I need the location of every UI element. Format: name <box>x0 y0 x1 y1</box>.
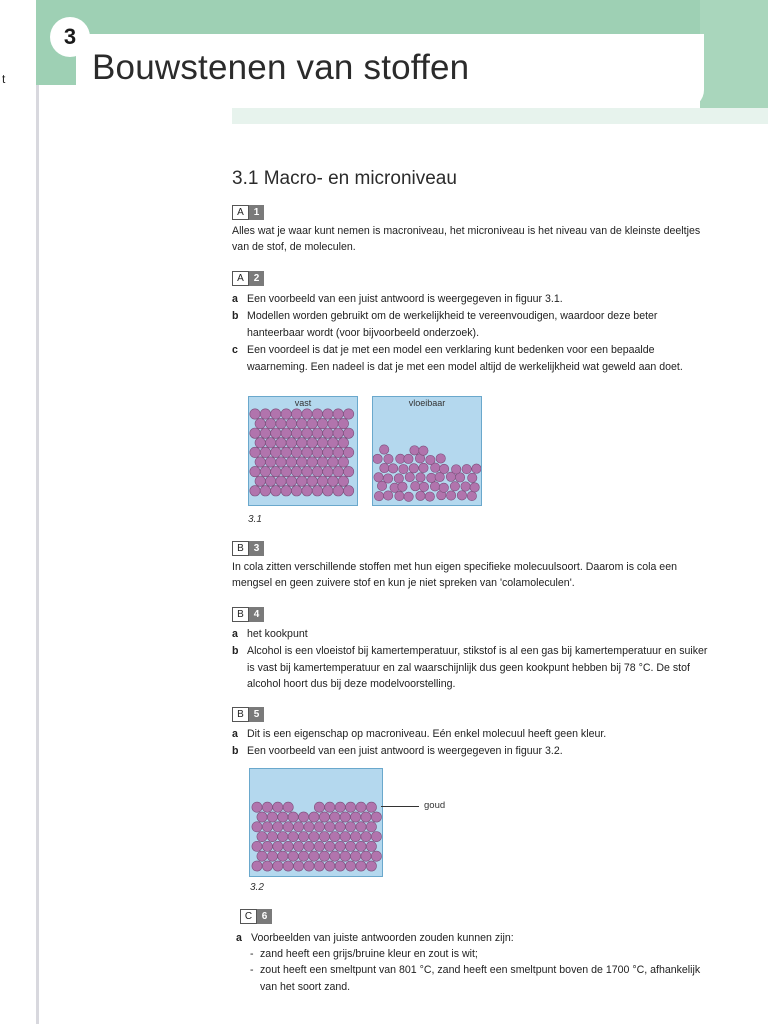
molecule <box>374 491 383 500</box>
molecule <box>309 851 319 861</box>
molecule <box>351 832 361 842</box>
molecule <box>356 841 366 851</box>
molecule <box>319 812 329 822</box>
molecule <box>307 457 317 467</box>
molecule <box>278 832 288 842</box>
molecule <box>291 428 301 438</box>
molecule <box>356 861 366 871</box>
molecule <box>273 861 283 871</box>
molecule <box>366 861 376 871</box>
molecule <box>346 841 356 851</box>
molecule <box>294 861 304 871</box>
molecule <box>262 841 272 851</box>
molecule <box>260 409 270 419</box>
answer-item <box>232 643 710 693</box>
molecule <box>399 464 408 473</box>
molecule <box>330 812 340 822</box>
molecule <box>288 832 298 842</box>
item-text: zout heeft een smeltpunt van 801 °C, zand heeft een smeltpunt boven de 1700 °C, afhankelijk van het soort zand. <box>260 964 701 993</box>
molecule <box>250 447 260 457</box>
molecule <box>325 861 335 871</box>
molecule <box>333 428 343 438</box>
gold-molecules <box>250 769 382 876</box>
molecule <box>416 491 425 500</box>
answer-item <box>232 626 710 643</box>
molecule <box>330 832 340 842</box>
header-light-strip <box>232 108 768 124</box>
molecule <box>281 428 291 438</box>
molecule <box>325 822 335 832</box>
molecule <box>250 428 260 438</box>
molecule <box>338 418 348 428</box>
molecule <box>312 428 322 438</box>
molecule <box>273 822 283 832</box>
molecule <box>283 822 293 832</box>
exercise-tag <box>232 607 264 622</box>
answer-item <box>232 342 710 375</box>
molecule <box>371 851 381 861</box>
previous-page-strip <box>0 0 36 1024</box>
molecule <box>426 455 435 464</box>
molecule <box>312 466 322 476</box>
molecule <box>262 802 272 812</box>
molecule <box>346 802 356 812</box>
molecule <box>356 802 366 812</box>
molecule <box>338 457 348 467</box>
molecule <box>343 447 353 457</box>
molecule <box>255 438 265 448</box>
exercise-level: B <box>232 541 249 556</box>
exercise-tag <box>232 541 264 556</box>
answer-item <box>236 930 714 947</box>
molecule <box>446 491 455 500</box>
molecule <box>286 438 296 448</box>
liquid-label: vloeibaar <box>408 398 446 408</box>
exercise-level: B <box>232 607 249 622</box>
molecule <box>314 802 324 812</box>
molecule <box>398 482 407 491</box>
molecule <box>312 486 322 496</box>
molecule <box>260 447 270 457</box>
callout-label: goud <box>424 800 446 811</box>
solid-label: vast <box>294 398 312 408</box>
molecule <box>436 454 445 463</box>
molecule <box>271 447 281 457</box>
molecule <box>283 841 293 851</box>
molecule <box>328 438 338 448</box>
item-text: Modellen worden gebruikt om de werkelijkheid te vereenvoudigen, waardoor deze beter hanteerbaar wordt (voor bijvoorbeeld onderzoek). <box>247 310 658 339</box>
molecule <box>328 457 338 467</box>
molecule <box>291 447 301 457</box>
molecule <box>450 482 459 491</box>
molecule <box>394 474 403 483</box>
molecule <box>409 464 418 473</box>
molecule <box>297 418 307 428</box>
exercise-tag <box>232 205 264 220</box>
item-text: zand heeft een grijs/bruine kleur en zout is wit; <box>260 948 478 960</box>
molecule <box>267 851 277 861</box>
molecule <box>309 832 319 842</box>
molecule <box>323 447 333 457</box>
molecule <box>302 447 312 457</box>
molecule <box>371 812 381 822</box>
molecule <box>383 491 392 500</box>
molecule <box>286 418 296 428</box>
figure-liquid-panel <box>372 396 482 506</box>
item-text: Een voordeel is dat je met een model een verklaring kunt bedenken voor een bepaalde waarneming. Een nadeel is dat je met een model altijd de werkelijkheid wat geweld aan doet. <box>247 344 683 373</box>
molecule <box>304 841 314 851</box>
exercise-number: 6 <box>257 909 272 924</box>
molecule <box>314 841 324 851</box>
solid-molecules <box>249 397 357 505</box>
molecule <box>294 841 304 851</box>
molecule <box>419 446 428 455</box>
molecule <box>291 466 301 476</box>
molecule <box>319 832 329 842</box>
molecule <box>252 861 262 871</box>
molecule <box>276 476 286 486</box>
molecule <box>374 473 383 482</box>
molecule <box>462 464 471 473</box>
molecule <box>461 482 470 491</box>
molecule <box>299 832 309 842</box>
molecule <box>257 851 267 861</box>
figure-caption: 3.2 <box>250 882 264 893</box>
molecule <box>283 802 293 812</box>
item-label: a <box>236 932 242 944</box>
molecule <box>340 812 350 822</box>
molecule <box>361 851 371 861</box>
molecule <box>317 438 327 448</box>
molecule <box>255 418 265 428</box>
molecule <box>267 812 277 822</box>
molecule <box>276 418 286 428</box>
molecule <box>404 454 413 463</box>
answer-item <box>232 743 710 760</box>
item-text: Een voorbeeld van een juist antwoord is weergegeven in figuur 3.2. <box>247 745 563 757</box>
item-label: b <box>232 745 239 757</box>
molecule <box>472 464 481 473</box>
molecule <box>361 832 371 842</box>
page <box>36 0 768 1024</box>
molecule <box>340 851 350 861</box>
exercise-number: 5 <box>249 707 264 722</box>
molecule <box>302 409 312 419</box>
molecule <box>356 822 366 832</box>
molecule <box>265 457 275 467</box>
molecule <box>323 409 333 419</box>
molecule <box>340 832 350 842</box>
answer-text: Alles wat je waar kunt nemen is macroniveau, het microniveau is het niveau van de kleinste deeltjes van de stof, de moleculen. <box>232 225 701 253</box>
molecule <box>425 492 434 501</box>
molecule <box>427 473 436 482</box>
molecule <box>257 832 267 842</box>
answer-text: In cola zitten verschillende stoffen met hun eigen specifieke molecuulsoort. Daarom is cola een mengsel en geen zuivere stof en kun je niet spreken van 'colamoleculen'. <box>232 561 677 589</box>
molecule <box>419 482 428 491</box>
molecule <box>457 491 466 500</box>
exercise-number: 4 <box>249 607 264 622</box>
exercise-tag <box>232 707 264 722</box>
molecule <box>307 418 317 428</box>
molecule <box>416 473 425 482</box>
molecule <box>273 802 283 812</box>
molecule <box>307 476 317 486</box>
item-label: c <box>232 344 238 356</box>
molecule <box>312 447 322 457</box>
answer-item <box>232 291 710 308</box>
liquid-molecules <box>373 397 481 505</box>
molecule <box>335 861 345 871</box>
molecule <box>335 822 345 832</box>
molecule <box>333 409 343 419</box>
molecule <box>395 491 404 500</box>
molecule <box>297 438 307 448</box>
item-label: b <box>232 310 239 322</box>
molecule <box>304 861 314 871</box>
molecule <box>373 454 382 463</box>
answer-item <box>232 726 710 743</box>
exercise-tag <box>232 271 264 286</box>
molecule <box>250 486 260 496</box>
molecule <box>380 463 389 472</box>
molecule <box>267 832 277 842</box>
molecule <box>383 474 392 483</box>
molecule <box>281 486 291 496</box>
margin-mark: t <box>2 72 6 86</box>
molecule <box>252 802 262 812</box>
molecule <box>304 822 314 832</box>
molecule <box>323 486 333 496</box>
molecule <box>333 447 343 457</box>
molecule <box>384 454 393 463</box>
molecule <box>271 428 281 438</box>
molecule <box>439 483 448 492</box>
item-label: - <box>250 948 254 960</box>
molecule <box>335 841 345 851</box>
molecule <box>388 464 397 473</box>
molecule <box>262 822 272 832</box>
molecule <box>325 802 335 812</box>
molecule <box>361 812 371 822</box>
item-label: - <box>250 964 254 976</box>
molecule <box>283 861 293 871</box>
molecule <box>250 409 260 419</box>
exercise-number: 3 <box>249 541 264 556</box>
molecule <box>343 428 353 438</box>
molecule <box>252 822 262 832</box>
molecule <box>317 476 327 486</box>
molecule <box>468 473 477 482</box>
molecule <box>351 851 361 861</box>
molecule <box>281 409 291 419</box>
molecule <box>307 438 317 448</box>
exercise-level: B <box>232 707 249 722</box>
molecule <box>286 457 296 467</box>
molecule <box>302 428 312 438</box>
molecule <box>379 445 388 454</box>
molecule <box>255 476 265 486</box>
header-band-accent <box>700 0 768 110</box>
item-label: a <box>232 728 238 740</box>
molecule <box>260 466 270 476</box>
molecule <box>323 466 333 476</box>
section-title: 3.1 Macro- en microniveau <box>232 168 457 189</box>
molecule <box>260 486 270 496</box>
molecule <box>366 802 376 812</box>
item-text: Alcohol is een vloeistof bij kamertemperatuur, stikstof is al een gas bij kamertemperatuur en suiker is vast bij kamertemperatuur en zal waarschijnlijk dus geen kookpunt hebben bij 78 °C. De stof alcohol hoort dus bij deze modelvoorstelling. <box>247 645 708 690</box>
molecule <box>411 481 420 490</box>
answer-item <box>236 946 714 963</box>
item-text: Dit is een eigenschap op macroniveau. Eén enkel molecuul heeft geen kleur. <box>247 728 607 740</box>
molecule <box>346 861 356 871</box>
molecule <box>257 812 267 822</box>
molecule <box>278 851 288 861</box>
exercise-tag <box>240 909 272 924</box>
molecule <box>294 822 304 832</box>
molecule <box>328 476 338 486</box>
molecule <box>405 472 414 481</box>
molecule <box>302 466 312 476</box>
exercise-level: A <box>232 205 249 220</box>
molecule <box>271 409 281 419</box>
molecule <box>250 466 260 476</box>
molecule <box>286 476 296 486</box>
item-text: het kookpunt <box>247 628 308 640</box>
molecule <box>319 851 329 861</box>
molecule <box>366 822 376 832</box>
molecule <box>265 476 275 486</box>
molecule <box>271 486 281 496</box>
molecule <box>255 457 265 467</box>
molecule <box>343 486 353 496</box>
molecule <box>451 465 460 474</box>
molecule <box>297 457 307 467</box>
molecule <box>265 438 275 448</box>
molecule <box>281 466 291 476</box>
molecule <box>281 447 291 457</box>
molecule <box>297 476 307 486</box>
molecule <box>262 861 272 871</box>
molecule <box>470 483 479 492</box>
molecule <box>404 492 413 501</box>
molecule <box>260 428 270 438</box>
figure-caption: 3.1 <box>248 514 262 525</box>
molecule <box>314 822 324 832</box>
answer-item <box>236 962 714 995</box>
molecule <box>343 466 353 476</box>
item-text: Een voorbeeld van een juist antwoord is weergegeven in figuur 3.1. <box>247 293 563 305</box>
figure-solid-panel <box>248 396 358 506</box>
molecule <box>302 486 312 496</box>
molecule <box>335 802 345 812</box>
molecule <box>276 438 286 448</box>
molecule <box>467 491 476 500</box>
item-label: a <box>232 628 238 640</box>
molecule <box>333 466 343 476</box>
molecule <box>346 822 356 832</box>
molecule <box>430 482 439 491</box>
exercise-number: 2 <box>249 271 264 286</box>
molecule <box>288 851 298 861</box>
chapter-title: Bouwstenen van stoffen <box>92 48 470 87</box>
molecule <box>338 438 348 448</box>
molecule <box>419 463 428 472</box>
exercise-level: C <box>240 909 257 924</box>
molecule <box>317 457 327 467</box>
molecule <box>271 466 281 476</box>
item-label: a <box>232 293 238 305</box>
molecule <box>265 418 275 428</box>
molecule <box>366 841 376 851</box>
molecule <box>439 464 448 473</box>
exercise-number: 1 <box>249 205 264 220</box>
molecule <box>252 841 262 851</box>
molecule <box>333 486 343 496</box>
exercise-level: A <box>232 271 249 286</box>
molecule <box>291 409 301 419</box>
molecule <box>276 457 286 467</box>
callout-line <box>381 806 419 807</box>
item-text: Voorbeelden van juiste antwoorden zouden kunnen zijn: <box>251 932 514 944</box>
molecule <box>312 409 322 419</box>
molecule <box>410 446 419 455</box>
molecule <box>371 832 381 842</box>
answer-item <box>232 308 710 341</box>
molecule <box>273 841 283 851</box>
chapter-number-badge: 3 <box>50 17 90 57</box>
molecule <box>317 418 327 428</box>
molecule <box>299 812 309 822</box>
molecule <box>338 476 348 486</box>
molecule <box>291 486 301 496</box>
molecule <box>314 861 324 871</box>
molecule <box>299 851 309 861</box>
molecule <box>330 851 340 861</box>
molecule <box>288 812 298 822</box>
molecule <box>325 841 335 851</box>
molecule <box>323 428 333 438</box>
molecule <box>343 409 353 419</box>
molecule <box>278 812 288 822</box>
molecule <box>309 812 319 822</box>
molecule <box>328 418 338 428</box>
item-label: b <box>232 645 239 657</box>
molecule <box>351 812 361 822</box>
figure-gold-panel <box>249 768 383 877</box>
